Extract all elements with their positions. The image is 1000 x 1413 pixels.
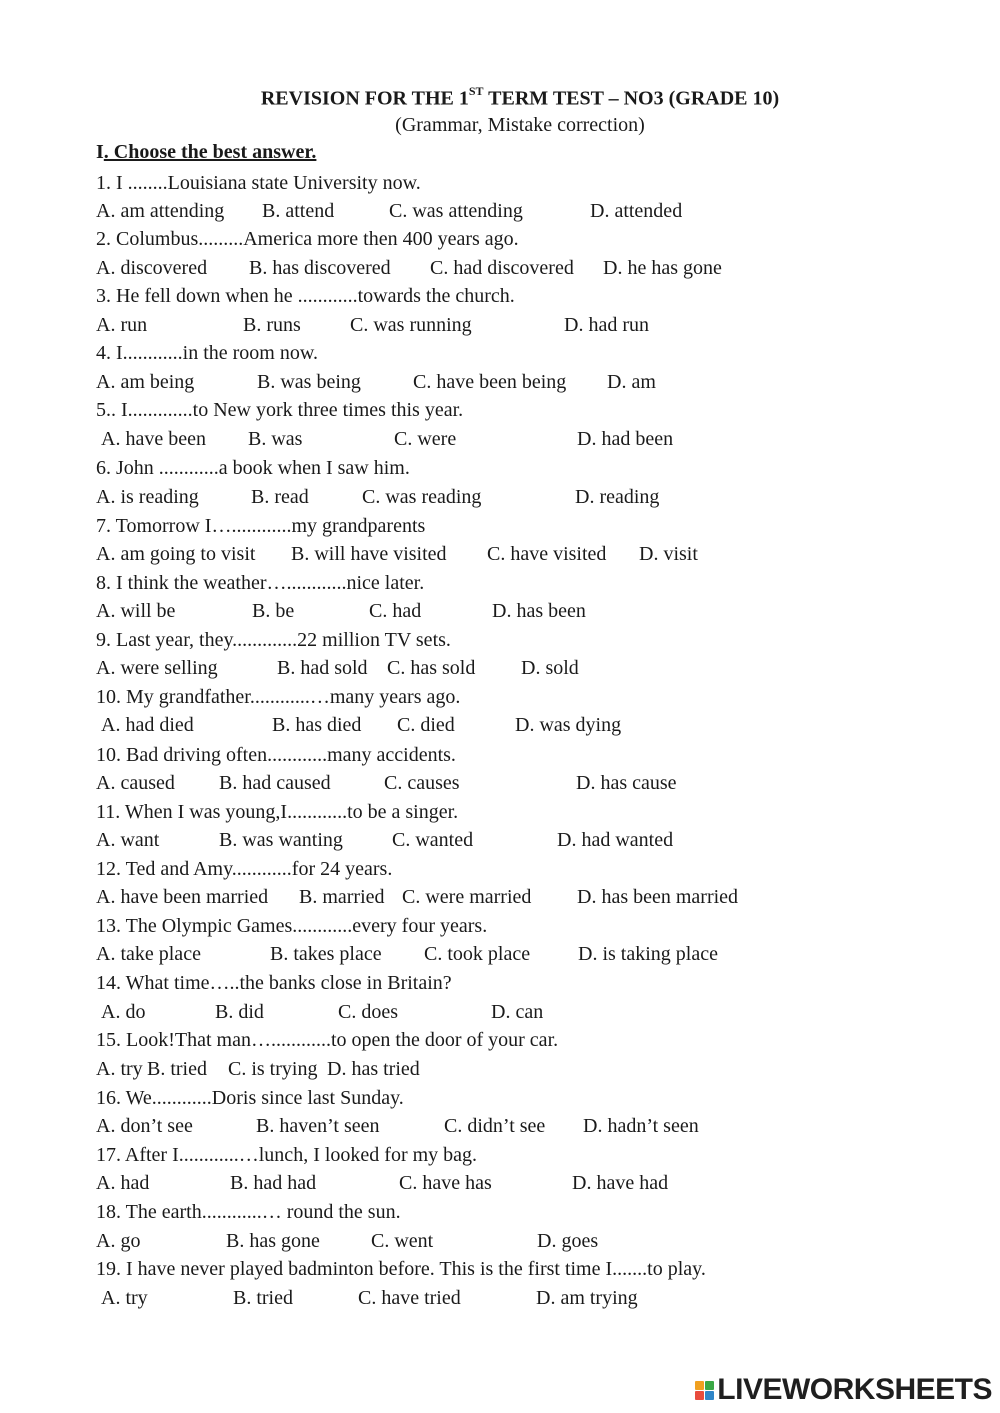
answer-option[interactable]: D. visit (639, 543, 698, 565)
liveworksheets-logo (695, 1373, 992, 1407)
answer-option[interactable]: D. reading (575, 486, 660, 508)
answer-option[interactable]: D. had run (564, 314, 649, 336)
question-stem: 7. Tomorrow I…............my grandparents (96, 515, 426, 537)
answer-option[interactable]: B. tried (233, 1287, 293, 1309)
question-stem: 1. I ........Louisiana state University now. (96, 172, 421, 194)
answer-option[interactable]: D. goes (537, 1230, 599, 1252)
answer-option[interactable]: C. have tried (358, 1287, 461, 1309)
worksheet-title (0, 86, 1000, 111)
question-stem: 3. He fell down when he ............towards the church. (96, 285, 515, 307)
question-stem: 6. John ............a book when I saw him. (96, 457, 410, 479)
answer-option[interactable]: D. attended (590, 200, 683, 222)
answer-option[interactable]: D. hadn’t seen (583, 1115, 699, 1137)
answer-option[interactable]: D. has been (492, 600, 586, 622)
answer-option[interactable]: C. causes (384, 772, 460, 794)
answer-option[interactable]: A. am going to visit (96, 543, 256, 565)
answer-option[interactable]: D. had wanted (557, 829, 674, 851)
answer-option[interactable]: D. can (491, 1001, 544, 1023)
logo-text: LIVEWORKSHEETS (717, 1373, 992, 1406)
logo-mark-icon (695, 1381, 714, 1400)
answer-option[interactable]: C. have visited (487, 543, 607, 565)
answer-option[interactable]: A. take place (96, 943, 201, 965)
answer-option[interactable]: A. is reading (96, 486, 199, 508)
title-prefix: REVISION FOR THE 1 (260, 87, 469, 110)
answer-option[interactable]: B. was wanting (219, 829, 343, 851)
answer-option[interactable]: B. be (252, 600, 295, 622)
answer-option[interactable]: B. had caused (219, 772, 331, 794)
logo-square (705, 1381, 714, 1390)
question-stem: 14. What time…..the banks close in Britain? (96, 972, 452, 994)
answer-option[interactable]: C. does (338, 1001, 398, 1023)
answer-option[interactable]: C. went (371, 1230, 434, 1252)
logo-square (705, 1391, 714, 1400)
logo-square (695, 1391, 704, 1400)
answer-option[interactable]: A. am attending (96, 200, 225, 222)
answer-option[interactable]: B. attend (262, 200, 335, 222)
answer-option[interactable]: A. don’t see (96, 1115, 193, 1137)
question-stem: 11. When I was young,I............to be a singer. (96, 801, 459, 823)
answer-option[interactable]: C. didn’t see (444, 1115, 546, 1137)
answer-option[interactable]: C. was reading (362, 486, 482, 508)
answer-option[interactable]: D. am trying (536, 1287, 638, 1309)
answer-option[interactable]: D. he has gone (603, 257, 722, 279)
answer-option[interactable]: C. has sold (387, 657, 476, 679)
logo-square (695, 1381, 704, 1390)
answer-option[interactable]: B. will have visited (291, 543, 447, 565)
answer-option[interactable]: A. am being (96, 371, 195, 393)
question-stem: 13. The Olympic Games............every four years. (96, 915, 488, 937)
answer-option[interactable]: A. try (101, 1287, 148, 1309)
answer-option[interactable]: A. discovered (96, 257, 208, 279)
answer-option[interactable]: B. has died (272, 714, 362, 736)
answer-option[interactable]: C. were (394, 428, 457, 450)
section-heading-text: . Choose the best answer. (103, 141, 317, 163)
answer-option[interactable]: C. had discovered (430, 257, 574, 279)
answer-option[interactable]: C. was running (350, 314, 472, 336)
section-roman: I (96, 141, 104, 163)
answer-option[interactable]: D. has been married (577, 886, 739, 908)
answer-option[interactable]: B. did (215, 1001, 264, 1023)
answer-option[interactable]: A. run (96, 314, 148, 336)
question-stem: 19. I have never played badminton before. This is the first time I.......to play. (96, 1258, 706, 1280)
question-stem: 15. Look!That man…............to open the door of your car. (96, 1029, 559, 1051)
answer-option[interactable]: B. takes place (270, 943, 382, 965)
question-stem: 2. Columbus.........America more then 400 years ago. (96, 228, 519, 250)
answer-option[interactable]: A. caused (96, 772, 175, 794)
worksheet-subtitle: (Grammar, Mistake correction) (395, 114, 645, 136)
question-stem: 9. Last year, they.............22 million TV sets. (96, 629, 451, 651)
answer-option[interactable]: B. tried (147, 1058, 207, 1080)
answer-option[interactable]: A. were selling (96, 657, 218, 679)
answer-option[interactable]: C. have been being (413, 371, 567, 393)
answer-option[interactable]: B. had sold (277, 657, 368, 679)
answer-option[interactable]: B. was being (257, 371, 361, 393)
answer-option[interactable]: D. sold (521, 657, 579, 679)
question-stem: 10. My grandfather............…many years ago. (96, 686, 461, 708)
answer-option[interactable]: C. took place (424, 943, 531, 965)
answer-option[interactable]: B. has gone (226, 1230, 320, 1252)
question-stem: 4. I............in the room now. (96, 342, 319, 364)
answer-option[interactable]: D. has tried (327, 1058, 420, 1080)
answer-option[interactable]: D. have had (572, 1172, 669, 1194)
question-stem: 16. We............Doris since last Sunday. (96, 1087, 404, 1109)
answer-option[interactable]: D. has cause (576, 772, 677, 794)
answer-option[interactable]: C. have has (399, 1172, 492, 1194)
answer-option[interactable]: B. was (248, 428, 303, 450)
answer-option[interactable]: C. died (397, 714, 455, 736)
answer-option[interactable]: A. had (96, 1172, 150, 1194)
answer-option[interactable]: C. were married (402, 886, 532, 908)
question-stem: 8. I think the weather…............nice later. (96, 572, 425, 594)
title-superscript: ST (468, 84, 484, 98)
answer-option[interactable]: D. am (607, 371, 656, 393)
answer-option[interactable]: A. want (96, 829, 160, 851)
answer-option[interactable]: A. try (96, 1058, 143, 1080)
answer-option[interactable]: A. have been (101, 428, 206, 450)
question-stem: 12. Ted and Amy............for 24 years. (96, 858, 393, 880)
answer-option[interactable]: A. do (101, 1001, 146, 1023)
question-stem: 18. The earth............… round the sun. (96, 1201, 401, 1223)
question-stem: 17. After I............…lunch, I looked for my bag. (96, 1144, 478, 1166)
answer-option[interactable]: C. had (369, 600, 422, 622)
answer-option[interactable]: C. is trying (228, 1058, 318, 1080)
title-suffix: TERM TEST – NO3 (GRADE 10) (483, 87, 780, 110)
question-stem: 10. Bad driving often............many accidents. (96, 744, 456, 766)
question-stem: 5.. I.............to New york three times this year. (96, 399, 464, 421)
answer-option[interactable]: B. read (251, 486, 309, 508)
answer-option[interactable]: C. was attending (389, 200, 523, 222)
answer-option[interactable]: A. go (96, 1230, 141, 1252)
answer-option[interactable]: B. married (299, 886, 385, 908)
answer-option[interactable]: B. haven’t seen (256, 1115, 380, 1137)
answer-option[interactable]: B. had had (230, 1172, 317, 1194)
answer-option[interactable]: D. is taking place (578, 943, 718, 965)
answer-option[interactable]: A. had died (101, 714, 194, 736)
answer-option[interactable]: C. wanted (392, 829, 474, 851)
section-heading (96, 141, 316, 164)
answer-option[interactable]: A. have been married (96, 886, 269, 908)
answer-option[interactable]: B. runs (243, 314, 301, 336)
answer-option[interactable]: B. has discovered (249, 257, 391, 279)
answer-option[interactable]: D. was dying (515, 714, 622, 736)
answer-option[interactable]: D. had been (577, 428, 674, 450)
answer-option[interactable]: A. will be (96, 600, 176, 622)
